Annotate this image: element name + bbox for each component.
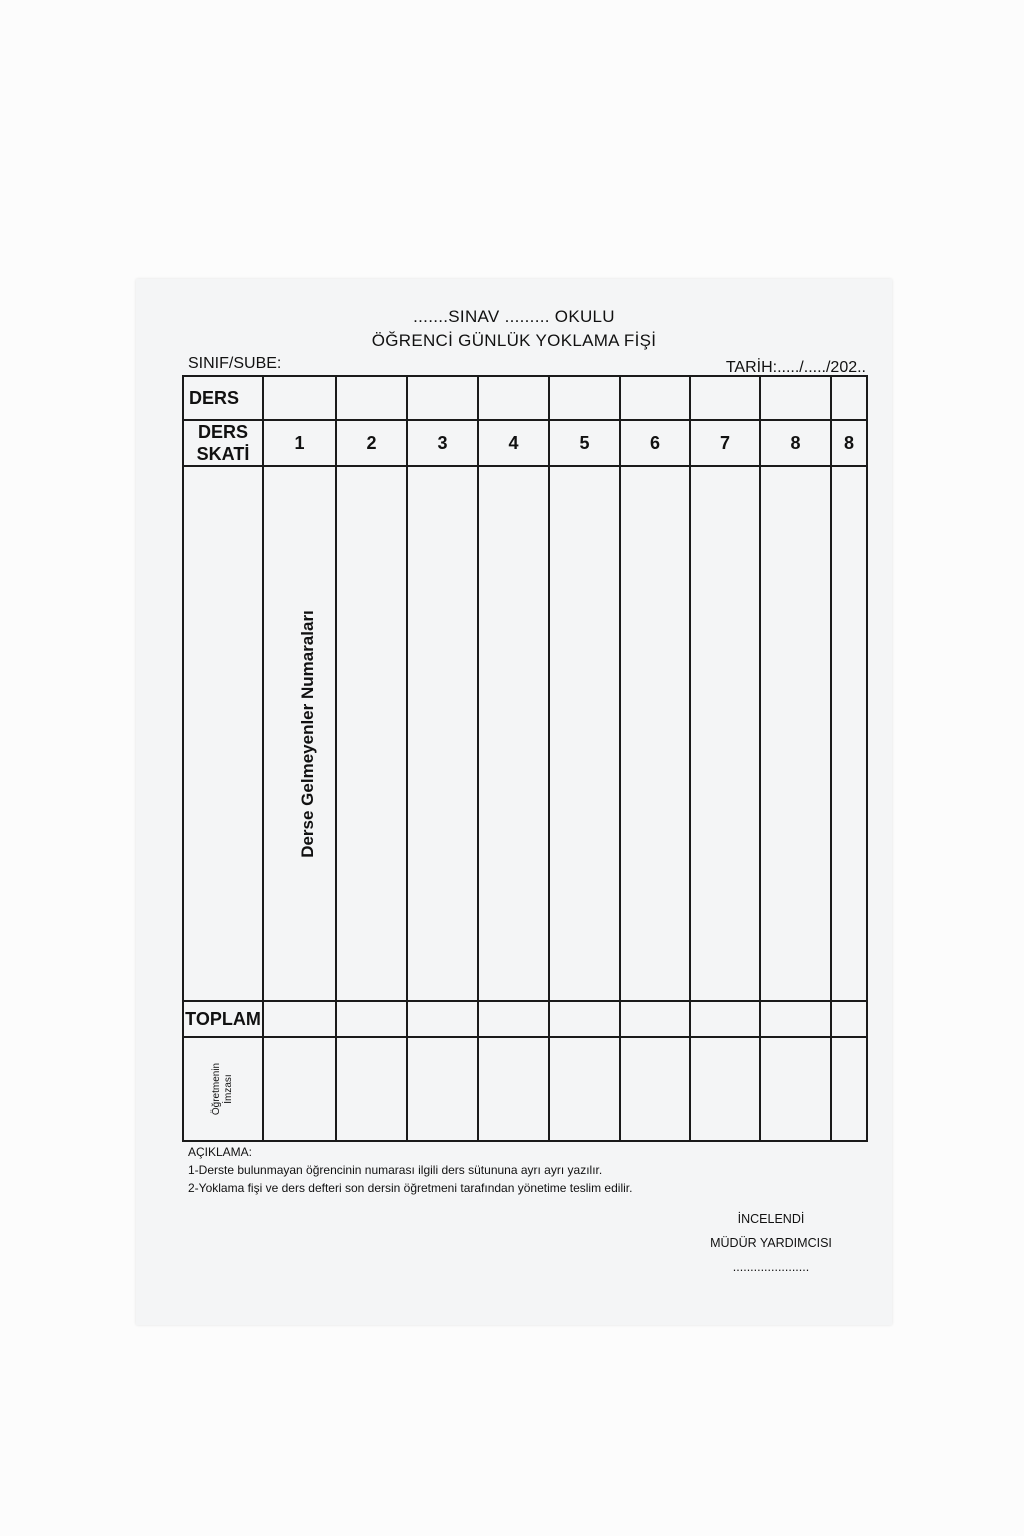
- lesson-name-cell[interactable]: [760, 376, 831, 420]
- lesson-name-cell[interactable]: [620, 376, 690, 420]
- teacher-label-line1: Öğretmenin: [211, 1062, 222, 1115]
- approval-status: İNCELENDİ: [737, 1212, 805, 1226]
- total-row: [183, 1001, 867, 1037]
- total-cell[interactable]: [620, 1001, 690, 1037]
- teacher-label-cell: [183, 1037, 263, 1141]
- form-title-school: .......SINAV ......... OKULU: [413, 307, 615, 326]
- approval-block: [676, 1207, 866, 1279]
- absent-cell[interactable]: [831, 466, 867, 1001]
- total-cell[interactable]: [336, 1001, 407, 1037]
- hour-number: 3: [407, 420, 478, 466]
- teacher-label: [211, 1062, 235, 1114]
- total-cell[interactable]: [407, 1001, 478, 1037]
- absent-cell[interactable]: [407, 466, 478, 1001]
- total-cell[interactable]: [690, 1001, 760, 1037]
- signature-cell[interactable]: [336, 1037, 407, 1141]
- absent-cell[interactable]: [336, 466, 407, 1001]
- signature-cell[interactable]: [549, 1037, 620, 1141]
- absent-label-cell: [183, 466, 317, 1001]
- lesson-name-cell[interactable]: [549, 376, 620, 420]
- absent-cell[interactable]: [478, 466, 549, 1001]
- total-cell[interactable]: [760, 1001, 831, 1037]
- total-cell[interactable]: [478, 1001, 549, 1037]
- total-cell[interactable]: [263, 1001, 336, 1037]
- hour-number: 4: [478, 420, 549, 466]
- absent-cell[interactable]: [620, 466, 690, 1001]
- absent-label: Derse Gelmeyenler Numaraları: [297, 610, 317, 858]
- lesson-name-cell[interactable]: [690, 376, 760, 420]
- signature-cell[interactable]: [478, 1037, 549, 1141]
- class-branch-label: SINIF/SUBE:: [188, 355, 282, 372]
- date-label: TARİH:...../...../202..: [725, 359, 866, 376]
- signature-cell[interactable]: [760, 1037, 831, 1141]
- toplam-label: TOPLAM: [183, 1001, 263, 1037]
- ders-saati-line2: SKATİ: [196, 444, 250, 464]
- lesson-hour-row: [183, 420, 867, 466]
- form-title: ÖĞRENCİ GÜNLÜK YOKLAMA FİŞİ: [371, 331, 657, 350]
- attendance-table: [182, 375, 868, 1142]
- teacher-label-line2: İmzası: [223, 1073, 234, 1104]
- signature-line: ......................: [732, 1260, 810, 1274]
- total-cell[interactable]: [549, 1001, 620, 1037]
- hour-number: 2: [336, 420, 407, 466]
- signature-cell[interactable]: [690, 1037, 760, 1141]
- lesson-name-row: [183, 376, 867, 420]
- lesson-name-cell[interactable]: [407, 376, 478, 420]
- signature-cell[interactable]: [263, 1037, 336, 1141]
- explanation-notes: [188, 1143, 632, 1197]
- note-line-2: 2-Yoklama fişi ve ders defteri son dersin öğretmeni tarafından yönetime teslim edilir.: [188, 1181, 633, 1195]
- notes-heading: AÇIKLAMA:: [188, 1145, 253, 1159]
- ders-label: DERS: [183, 376, 263, 420]
- attendance-form-sheet: [136, 279, 892, 1325]
- teacher-signature-row: [183, 1037, 867, 1141]
- hour-number: 6: [620, 420, 690, 466]
- lesson-name-cell[interactable]: [263, 376, 336, 420]
- signature-cell[interactable]: [407, 1037, 478, 1141]
- hour-number: 7: [690, 420, 760, 466]
- hour-number: 1: [263, 420, 336, 466]
- absent-cell[interactable]: [549, 466, 620, 1001]
- hour-number: 5: [549, 420, 620, 466]
- approver-title: MÜDÜR YARDIMCISI: [710, 1236, 832, 1250]
- absent-cell[interactable]: [690, 466, 760, 1001]
- signature-cell[interactable]: [831, 1037, 867, 1141]
- absent-cell[interactable]: [760, 466, 831, 1001]
- hour-number: 8: [760, 420, 831, 466]
- lesson-name-cell[interactable]: [336, 376, 407, 420]
- ders-saati-label: [183, 420, 263, 466]
- absent-numbers-row: [183, 466, 867, 1001]
- lesson-name-cell[interactable]: [478, 376, 549, 420]
- total-cell[interactable]: [831, 1001, 867, 1037]
- ders-saati-line1: DERS: [197, 422, 248, 442]
- signature-cell[interactable]: [620, 1037, 690, 1141]
- hour-number: 8: [831, 420, 867, 466]
- lesson-name-cell[interactable]: [831, 376, 867, 420]
- note-line-1: 1-Derste bulunmayan öğrencinin numarası ilgili ders sütununa ayrı ayrı yazılır.: [188, 1163, 603, 1177]
